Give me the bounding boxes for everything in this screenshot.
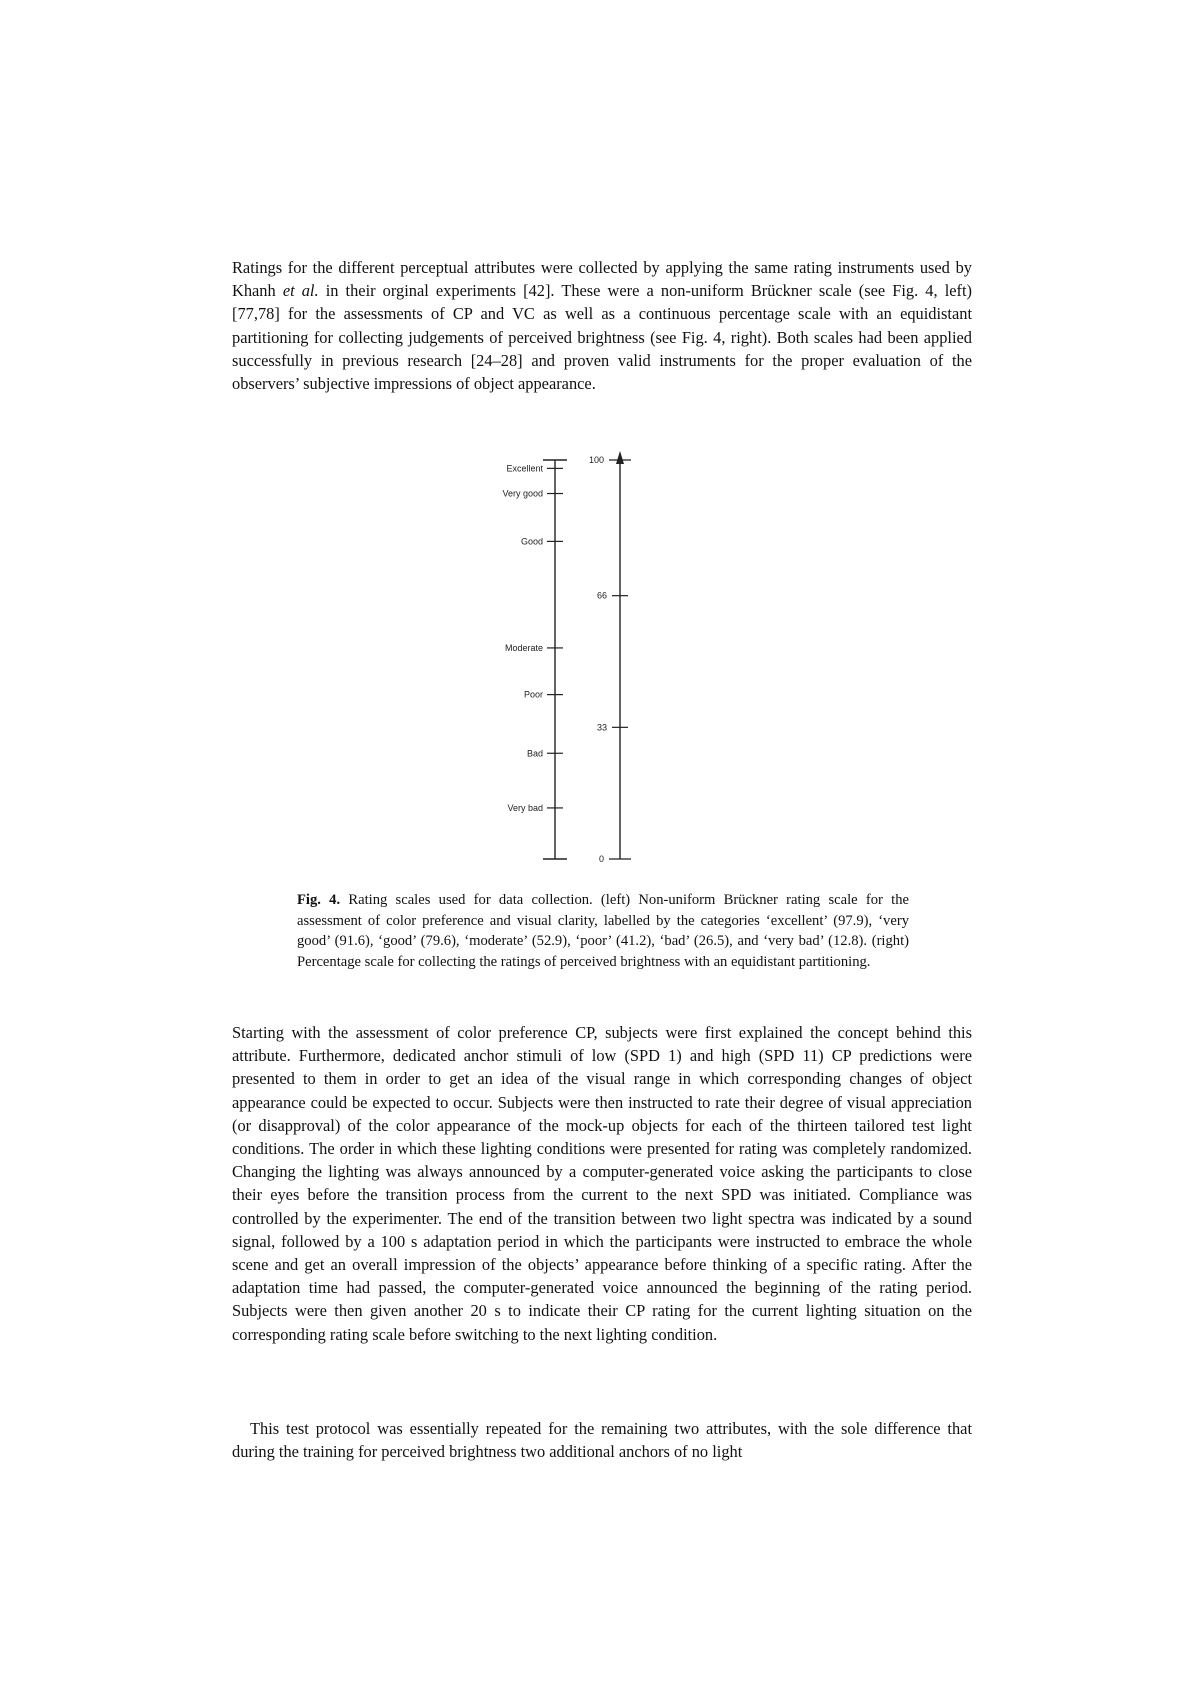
figure-rating-scales	[500, 445, 720, 875]
bruckner-tick-label: Bad	[526, 748, 543, 759]
percentage-tick-label: 100	[588, 455, 604, 465]
caption-text: Rating scales used for data collection. (left) Non-uniform Brückner rating scale for the assessment of color preference and visual clarity, labelled by the categories ‘excellent’ (97.9), ‘very good’ (91.6), ‘good’ (79.6), ‘moderate’ (52.9), ‘poor’ (41.2), ‘bad’ (26.5), and ‘very bad’ (12.8). (right) Percentage scale for collecting the ratings of perceived brightness with an equidistant partitioning.	[297, 892, 909, 970]
paragraph-rating-instruments	[232, 256, 972, 395]
bruckner-scale	[502, 460, 567, 859]
percentage-scale	[589, 451, 631, 864]
bruckner-tick-label: Excellent	[506, 463, 543, 474]
rating-scales-svg	[500, 445, 720, 875]
percentage-axis-arrowhead	[616, 451, 624, 464]
paragraph-text: This test protocol was essentially repeated for the remaining two attributes, with the sole difference that during the training for perceived brightness two additional anchors of no light	[232, 1419, 972, 1462]
caption-label: Fig. 4.	[297, 892, 341, 908]
percentage-tick-label: 33	[596, 722, 607, 733]
percentage-tick-label: 66	[596, 590, 607, 601]
bruckner-tick-label: Poor	[523, 689, 543, 700]
paragraph-color-preference-protocol	[232, 1021, 972, 1346]
paragraph-text: Ratings for the different perceptual attributes were collected by applying the same rating instruments used by Khanh	[232, 258, 972, 301]
percentage-tick-label: 0	[598, 854, 604, 864]
bruckner-tick-label: Moderate	[504, 642, 543, 653]
paragraph-text: Starting with the assessment of color preference CP, subjects were first explained the concept behind this attribute. Furthermore, dedicated anchor stimuli of low (SPD 1) and high (SPD 11) CP predictions were presented to them in order to get an idea of the visual range in which corresponding changes of object appearance could be expected to occur. Subjects were then instructed to rate their degree of visual appreciation (or disapproval) of the color appearance of the mock-up objects for each of the thirteen tailored test light conditions. The order in which these lighting conditions were presented for rating was completely randomized. Changing the lighting was always announced by a computer-generated voice asking the participants to close their eyes before the transition process from the current to the next SPD was initiated. Compliance was controlled by the experimenter. The end of the transition between two light spectra was indicated by a sound signal, followed by a 100 s adaptation period in which the participants were instructed to embrace the whole scene and get an overall impression of the objects’ appearance before thinking of a specific rating. After the adaptation time had passed, the computer-generated voice announced the beginning of the rating period. Subjects were then given another 20 s to indicate their CP rating for the current lighting situation on the corresponding rating scale before switching to the next lighting condition.	[232, 1023, 972, 1344]
bruckner-tick-label: Very good	[502, 488, 543, 499]
italic-text: et al.	[282, 281, 319, 301]
bruckner-tick-label: Good	[520, 536, 543, 547]
figure-caption	[297, 890, 909, 972]
paragraph-text: in their orginal experiments [42]. These were a non-uniform Brückner scale (see Fig. 4, left) [77,78] for the assessments of CP and VC as well as a continuous percentage scale with an equidistant partitioning for collecting judgements of perceived brightness (see Fig. 4, right). Both scales had been applied successfully in previous research [24–28] and proven valid instruments for the proper evaluation of the observers’ subjective impressions of object appearance.	[232, 281, 973, 394]
bruckner-tick-label: Very bad	[507, 802, 543, 813]
paragraph-remaining-attributes	[232, 1417, 972, 1463]
